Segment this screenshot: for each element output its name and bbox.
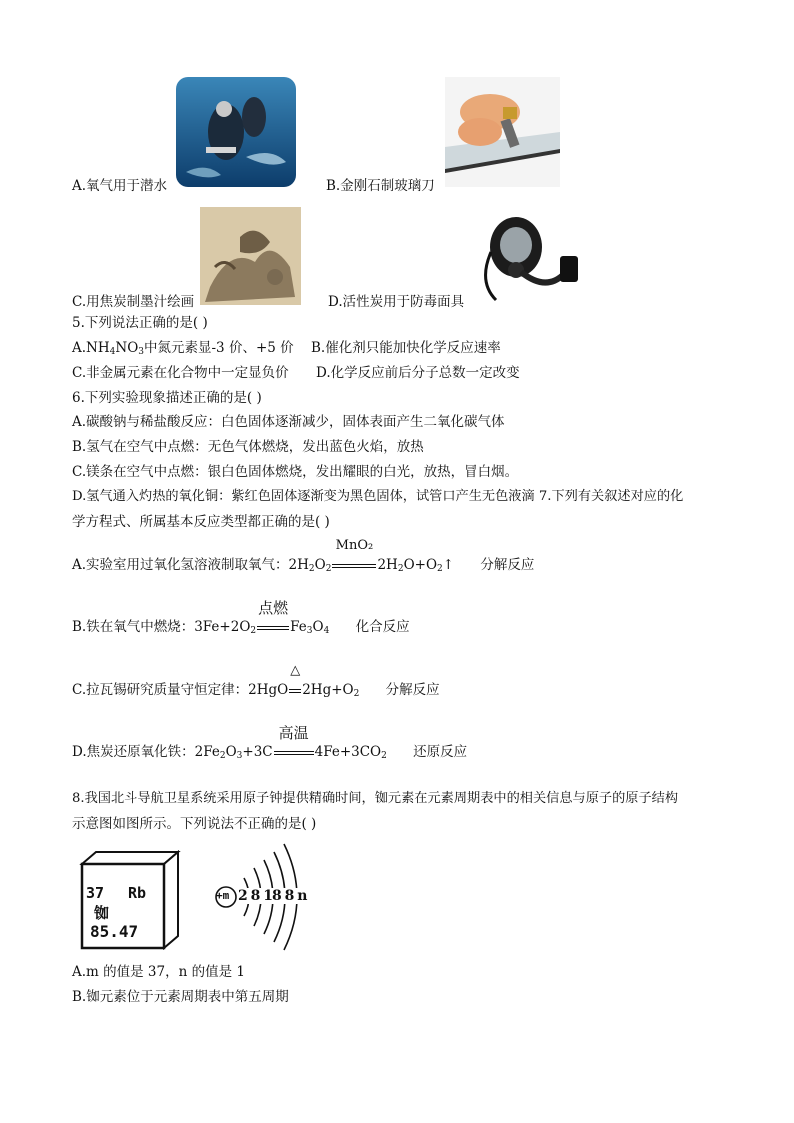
q7-option-b: B.铁在氧气中燃烧：$3Fe+2O_2$ 点燃 $Fe_3O_4$ 化合反应 [72,599,410,636]
q5-stem: 5.下列说法正确的是( ) [72,315,208,331]
gas-mask-photo [476,212,586,304]
q4-option-c: C.用焦炭制墨汁绘画 [72,294,195,310]
electron-shells: 2 8 18 8 n [238,888,307,904]
condition-ignite: 点燃 [257,618,289,636]
q5-option-b: B.催化剂只能加快化学反应速率 [311,340,501,356]
q7-option-a: A.实验室用过氧化氢溶液制取氧气：$2H_2O_2$ MnO₂ $2H_2O+O_2↑$ 分解反应 [72,538,535,574]
condition-catalyst: MnO₂ [332,556,376,574]
q6-option-d: D.氢气通入灼热的氧化铜：紫红色固体逐渐变为黑色固体，试管口产生无色液滴 7.下列有关叙述对应的化 [72,489,684,504]
q4-option-a: A.氧气用于潜水 [72,178,168,194]
q6-option-c: C.镁条在空气中点燃：银白色固体燃烧，发出耀眼的白光，放热，冒白烟。 [72,464,519,480]
q8-stem-line1: 8.我国北斗导航卫星系统采用原子钟提供精确时间，铷元素在元素周期表中的相关信息与原子的原子结构 [72,791,679,806]
q7-stem: 学方程式、所属基本反应类型都正确的是( ) [72,514,330,530]
q8-option-a: A.m 的值是 37，n 的值是 1 [72,964,245,980]
q8-option-b: B.铷元素位于元素周期表中第五周期 [72,989,289,1005]
q6-option-b: B.氢气在空气中点燃：无色气体燃烧，发出蓝色火焰，放热 [72,439,424,455]
q4-option-d: D.活性炭用于防毒面具 [328,294,465,310]
nucleus-charge: +m [216,889,230,902]
q5-option-d: D.化学反应前后分子总数一定改变 [316,365,520,381]
element-name: 铷 [94,904,110,922]
q7-option-d: D.焦炭还原氧化铁：$2Fe_2O_3+3C$ 高温 $4Fe+3CO_2$ 还原反应 [72,724,468,761]
diving-photo [176,77,296,187]
condition-heat: △ [289,681,301,699]
q4-option-b: B.金刚石制玻璃刀 [326,178,435,194]
atomic-mass: 85.47 [90,922,139,941]
atom-structure-diagram [208,838,318,956]
q5-option-c: C.非金属元素在化合物中一定显负价 [72,365,289,381]
element-cell [78,850,183,950]
q5-option-a: $A.NH_4NO_3$中氮元素显-3 价、+5 价 [72,340,294,357]
element-symbol: Rb [128,884,147,902]
q6-option-a: A.碳酸钠与稀盐酸反应：白色固体逐渐减少，固体表面产生二氧化碳气体 [72,414,505,430]
condition-high-temp: 高温 [274,743,314,761]
q7-option-c: C.拉瓦锡研究质量守恒定律：2HgO △ $2Hg+O_2$ 分解反应 [72,663,440,699]
q8-stem-line2: 示意图如图所示。下列说法不正确的是( ) [72,816,317,832]
atomic-number: 37 [86,884,105,902]
glass-cutter-photo [445,77,560,187]
q6-stem: 6.下列实验现象描述正确的是( ) [72,390,262,406]
ink-painting-photo [200,207,301,305]
